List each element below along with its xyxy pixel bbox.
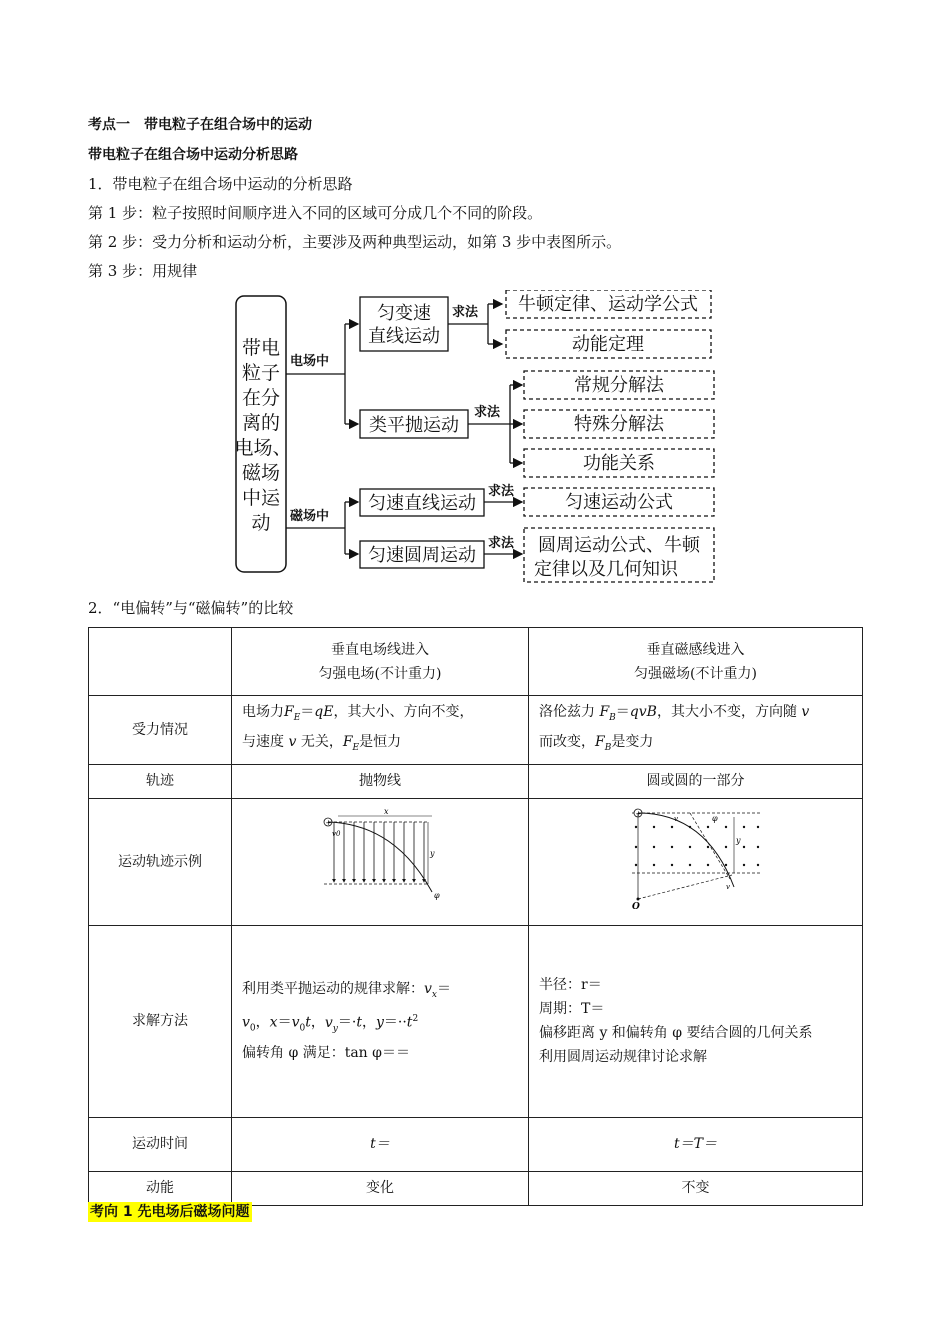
row-label-example: 运动轨迹示例 [89, 798, 232, 925]
uniform-linear-label: 匀速直线运动 [368, 493, 476, 514]
row-label-path: 轨迹 [89, 764, 232, 798]
table-row [89, 1117, 863, 1171]
left-box-line: 电场、 [234, 437, 292, 459]
sub-heading: 带电粒子在组合场中运动分析思路 [88, 147, 298, 163]
projectile-label: 类平抛运动 [369, 415, 459, 436]
svg-text:+: + [635, 809, 641, 818]
svg-text:y: y [430, 848, 435, 858]
comparison-title: 2．“电偏转”与“磁偏转”的比较 [88, 599, 294, 617]
force-magnetic-cell: 洛伦兹力 $F_B=qvB$，其大小不变，方向随 v 而改变，$F_B$是变力 [529, 696, 863, 765]
result-work: 功能关系 [583, 453, 655, 474]
left-box-line: 在分 [241, 387, 281, 409]
result-circular-line: 定律以及几何知识 [534, 559, 678, 580]
uniform-accel-line: 匀变速 [377, 303, 431, 324]
method-label: 求法 [474, 405, 501, 420]
uniform-circular-label: 匀速圆周运动 [368, 545, 476, 566]
table-row [89, 1171, 863, 1205]
left-box-line: 磁场 [241, 462, 281, 484]
row-label-force: 受力情况 [89, 696, 232, 765]
analysis-flow-diagram [230, 290, 730, 586]
table-row [89, 628, 863, 696]
svg-text:v: v [673, 814, 678, 823]
svg-text:x: x [384, 806, 389, 816]
row-label-time: 运动时间 [89, 1117, 232, 1171]
svg-text:O: O [631, 901, 640, 912]
result-uniform: 匀速运动公式 [565, 492, 673, 513]
header-electric: 垂直电场线进入 匀强电场(不计重力) [232, 628, 529, 696]
svg-text:+: + [325, 818, 332, 827]
svg-text:φ: φ [434, 890, 440, 900]
section-heading: 考点一 带电粒子在组合场中的运动 [88, 117, 312, 133]
left-box-line: 粒子 [241, 362, 281, 384]
result-circular-line: 圆周运动公式、牛顿 [538, 535, 700, 556]
magnetic-deflection-figure [626, 803, 766, 913]
intro-step-3: 第 3 步：用规律 [88, 262, 198, 280]
kinetic-magnetic: 不变 [529, 1171, 863, 1205]
left-box-line: 动 [251, 512, 271, 534]
method-magnetic-cell: 半径：r＝ 周期：T＝ 偏移距离 y 和偏转角 φ 要结合圆的几何关系 利用圆周运动规律讨论求解 [529, 925, 863, 1117]
left-box-line: 带电 [241, 337, 281, 359]
left-box-line: 离的 [241, 412, 281, 434]
row-label-method: 求解方法 [89, 925, 232, 1117]
highlighted-subheading: 考向 1 先电场后磁场问题 [90, 1204, 250, 1220]
path-electric: 抛物线 [232, 764, 529, 798]
result-common: 常规分解法 [574, 375, 664, 396]
intro-step-1: 第 1 步：粒子按照时间顺序进入不同的区域可分成几个不同的阶段。 [88, 204, 543, 222]
header-magnetic: 垂直磁感线进入 匀强磁场(不计重力) [529, 628, 863, 696]
method-label: 求法 [488, 536, 515, 551]
left-box-line: 中运 [241, 487, 281, 509]
branch-electric-label: 电场中 [290, 354, 330, 369]
magnetic-example-cell [529, 798, 863, 925]
svg-text:v: v [725, 882, 730, 891]
branch-magnetic-label: 磁场中 [290, 509, 330, 524]
row-label-kinetic: 动能 [89, 1171, 232, 1205]
path-magnetic: 圆或圆的一部分 [529, 764, 863, 798]
table-corner-cell [89, 628, 232, 696]
intro-step-2: 第 2 步：受力分析和运动分析，主要涉及两种典型运动，如第 3 步中表图所示。 [88, 233, 622, 251]
svg-text:φ: φ [711, 813, 718, 823]
comparison-table [88, 627, 863, 1206]
result-special: 特殊分解法 [574, 414, 664, 435]
method-label: 求法 [488, 484, 515, 499]
time-magnetic: t＝T＝ [529, 1117, 863, 1171]
electric-deflection-figure [310, 806, 450, 910]
svg-text:v0: v0 [332, 829, 341, 838]
intro-paragraph-1: 1．带电粒子在组合场中运动的分析思路 [88, 175, 353, 193]
time-electric: t＝ [232, 1117, 529, 1171]
method-electric-cell: 利用类平抛运动的规律求解：$v_x=$ $v_0$，$x=v_0t$，$v_y=\cdot t$，$y=\cdot\cdot t^2$ 偏转角 φ 满足：tan φ＝＝ [232, 925, 529, 1117]
force-electric-cell: 电场力$F_E=qE$，其大小、方向不变， 与速度 v 无关，$F_E$是恒力 [232, 696, 529, 765]
method-label: 求法 [452, 305, 479, 320]
table-row [89, 925, 863, 1117]
table-row [89, 764, 863, 798]
kinetic-electric: 变化 [232, 1171, 529, 1205]
uniform-accel-line: 直线运动 [368, 326, 440, 347]
table-row [89, 696, 863, 765]
table-row [89, 798, 863, 925]
electric-example-cell [232, 798, 529, 925]
result-kinetic: 动能定理 [572, 334, 644, 355]
svg-text:y: y [735, 835, 741, 845]
result-newton: 牛顿定律、运动学公式 [518, 294, 698, 315]
